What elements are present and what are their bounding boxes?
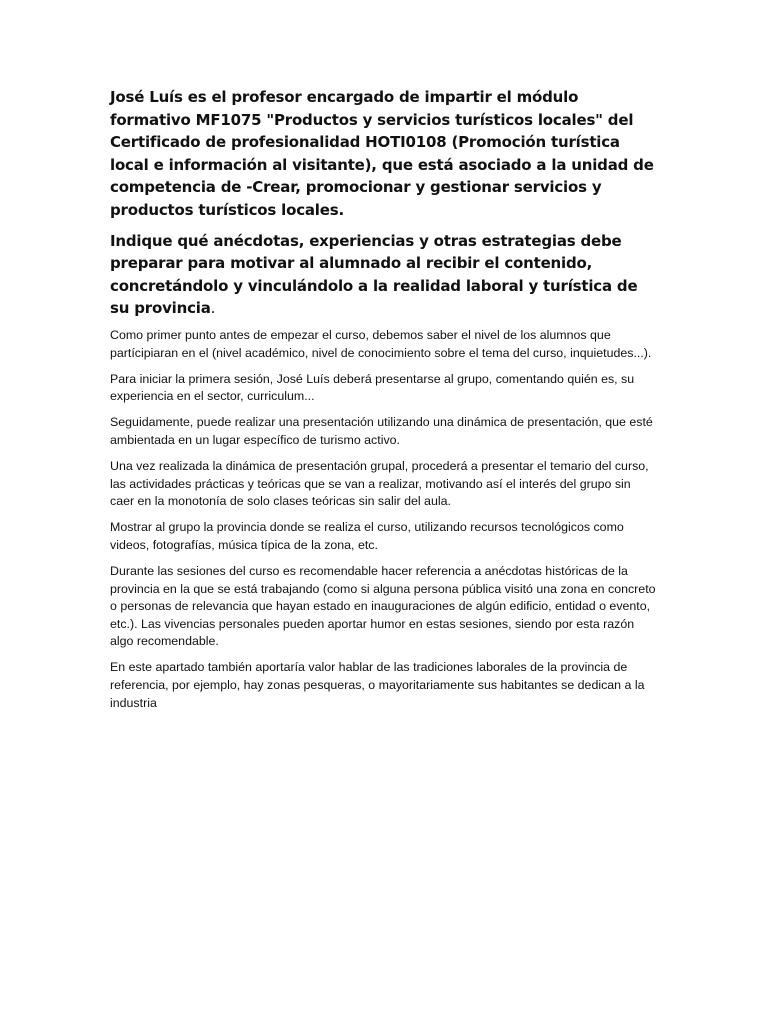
question-prompt-text: Indique qué anécdotas, experiencias y otras estrategias debe preparar para motivar al alumnado al recibir el contenido, concretándolo y vinculándolo a la realidad laboral y turística de su provincia — [110, 231, 638, 318]
answer-paragraph-4: Una vez realizada la dinámica de presentación grupal, procederá a presentar el temario del curso, las actividades prácticas y teóricas que se van a realizar, motivando así el interés del grupo sin caer en la monotonía de solo clases teóricas sin salir del aula. — [110, 459, 649, 509]
answer-paragraph-3: Seguidamente, puede realizar una presentación utilizando una dinámica de presentación, que esté ambientada en un lugar específico de turismo activo. — [110, 415, 653, 447]
answer-paragraph-5: Mostrar al grupo la provincia donde se realiza el curso, utilizando recursos tecnológicos como videos, fotografías, música típica de la zona, etc. — [110, 520, 624, 552]
answer-paragraph-2: Para iniciar la primera sesión, José Luís deberá presentarse al grupo, comentando quién es, su experiencia en el sector, curriculum... — [110, 371, 635, 404]
question-context-heading: José Luís es el profesor encargado de impartir el módulo formativo MF1075 "Productos y servicios turísticos locales" del Certificado de profesionalidad HOTI0108 (Promoción turística local e información al visitante), que está asociado a la unidad de competencia de -Crear, promocionar y gestionar servicios y productos turísticos locales. — [110, 88, 654, 219]
question-prompt-period: . — [210, 299, 216, 318]
document-body — [110, 86, 658, 712]
answer-paragraph-6: Durante las sesiones del curso es recomendable hacer referencia a anécdotas históricas de la provincia en la que se está trabajando (como si alguna persona pública visitó una zona en concreto o personas de relevancia que hayan estado en inauguraciones de algún edificio, entidad o evento, etc.). Las vivencias personales pueden aportar humor en estas sesiones, siendo por esta razón algo recomendable. — [110, 563, 656, 649]
answer-paragraph-7: En este apartado también aportaría valor hablar de las tradiciones laborales de la provincia de referencia, por ejemplo, hay zonas pesqueras, o mayoritariamente sus habitantes se dedican a la industria — [110, 660, 645, 710]
question-prompt-heading — [110, 230, 658, 320]
answer-paragraph-1: Como primer punto antes de empezar el curso, debemos saber el nivel de los alumnos que partícipiaran en el (nivel académico, nivel de conocimiento sobre el tema del curso, inquietudes...). — [110, 327, 652, 360]
